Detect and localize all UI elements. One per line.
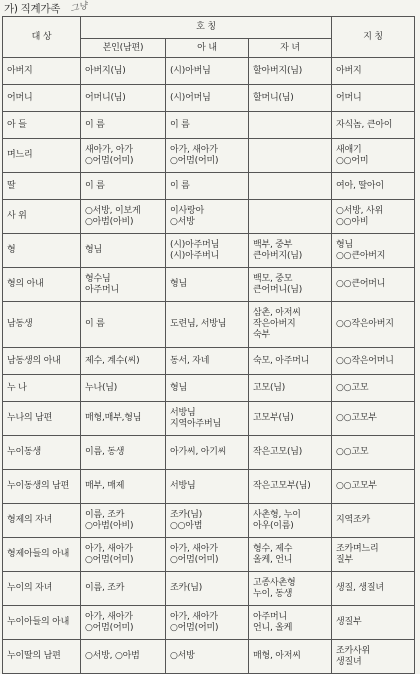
cell-subject: 형제의 자녀: [3, 504, 81, 538]
cell-self: 형님: [81, 234, 166, 268]
section-title: 가) 직계가족: [4, 3, 61, 15]
cell-self: 매부, 매제: [81, 470, 166, 504]
cell-subject: 누이동생: [3, 436, 81, 470]
table-row: [3, 606, 415, 640]
cell-wife: ○서방: [166, 640, 249, 674]
cell-self: 새아가, 아가 ○어멈(어미): [81, 139, 166, 173]
cell-subject: 어머니: [3, 85, 81, 112]
table-row: [3, 85, 415, 112]
cell-self: 아가, 새아가 ○어멈(어미): [81, 606, 166, 640]
cell-self: 이름, 동생: [81, 436, 166, 470]
cell-subject: 남동생의 아내: [3, 348, 81, 375]
header-subject: 대 상: [3, 17, 81, 58]
cell-wife: 이 름: [166, 112, 249, 139]
cell-wife: (시)아버님: [166, 58, 249, 85]
header-address-group: 호 칭: [81, 17, 332, 39]
cell-reference: ○○고모부: [332, 470, 415, 504]
cell-children: 작은고모(님): [249, 436, 332, 470]
cell-reference: 여아, 딸아이: [332, 173, 415, 200]
cell-reference: 생질, 생질녀: [332, 572, 415, 606]
cell-self: 제수, 계수(씨): [81, 348, 166, 375]
table-row: [3, 139, 415, 173]
cell-reference: 어머니: [332, 85, 415, 112]
table-row: [3, 234, 415, 268]
cell-reference: ○○작은어머니: [332, 348, 415, 375]
table-row: [3, 173, 415, 200]
table-row: [3, 200, 415, 234]
table-row: [3, 470, 415, 504]
cell-reference: 조카사위 생질녀: [332, 640, 415, 674]
cell-children: 할머니(님): [249, 85, 332, 112]
cell-wife: 동서, 자네: [166, 348, 249, 375]
cell-self: 매형,매부,형님: [81, 402, 166, 436]
cell-subject: 며느리: [3, 139, 81, 173]
cell-subject: 누 나: [3, 375, 81, 402]
cell-self: 이름, 조카: [81, 572, 166, 606]
cell-wife: 아가, 새아가 ○어멈(어미): [166, 538, 249, 572]
cell-self: 형수님 아주머니: [81, 268, 166, 302]
cell-wife: 아가씨, 아기씨: [166, 436, 249, 470]
cell-wife: 조카(님): [166, 572, 249, 606]
cell-self: ○서방, 이보게 ○아범(아비): [81, 200, 166, 234]
cell-children: 고모(님): [249, 375, 332, 402]
cell-reference: ○○고모: [332, 375, 415, 402]
cell-self: 이 름: [81, 302, 166, 348]
table-row: [3, 504, 415, 538]
cell-subject: 누나의 남편: [3, 402, 81, 436]
cell-wife: (시)아주머님 (시)아주버니: [166, 234, 249, 268]
cell-reference: ○서방, 사위 ○○아비: [332, 200, 415, 234]
table-row: [3, 538, 415, 572]
cell-subject: 딸: [3, 173, 81, 200]
cell-wife: 형님: [166, 268, 249, 302]
cell-children: 삼촌, 아저씨 작은아버지 숙부: [249, 302, 332, 348]
table-row: [3, 348, 415, 375]
cell-reference: ○○큰어머니: [332, 268, 415, 302]
kinship-terms-table: [2, 16, 415, 674]
cell-subject: 아버지: [3, 58, 81, 85]
cell-children: [249, 173, 332, 200]
cell-subject: 형제아들의 아내: [3, 538, 81, 572]
cell-subject: 형: [3, 234, 81, 268]
cell-subject: 누이의 자녀: [3, 572, 81, 606]
cell-self: 아버지(님): [81, 58, 166, 85]
table-row: [3, 436, 415, 470]
cell-children: [249, 200, 332, 234]
cell-wife: 이사랑아 ○서방: [166, 200, 249, 234]
cell-reference: 생질부: [332, 606, 415, 640]
cell-wife: 조카(님) ○○아범: [166, 504, 249, 538]
cell-children: 백모, 중모 큰어머니(님): [249, 268, 332, 302]
table-row: [3, 572, 415, 606]
cell-children: 고모부(님): [249, 402, 332, 436]
cell-self: 어머니(님): [81, 85, 166, 112]
cell-subject: 누이딸의 남편: [3, 640, 81, 674]
cell-reference: 새애기 ○○어미: [332, 139, 415, 173]
cell-wife: 아가, 새아가 ○어멈(어미): [166, 139, 249, 173]
header-self: 본인(남편): [81, 39, 166, 58]
header-reference: 지 칭: [332, 17, 415, 58]
cell-wife: 이 름: [166, 173, 249, 200]
cell-children: 사촌형, 누이 아우(이름): [249, 504, 332, 538]
cell-children: 아주머니 언니, 올케: [249, 606, 332, 640]
cell-children: 백부, 중부 큰아버지(님): [249, 234, 332, 268]
cell-reference: ○○고모부: [332, 402, 415, 436]
cell-self: 이 름: [81, 173, 166, 200]
cell-self: 이 름: [81, 112, 166, 139]
cell-self: 이름, 조카 ○아범(아비): [81, 504, 166, 538]
handwritten-note: 그냥: [69, 1, 89, 15]
table-row: [3, 112, 415, 139]
cell-children: 고종사촌형 누이, 동생: [249, 572, 332, 606]
cell-subject: 남동생: [3, 302, 81, 348]
cell-reference: 지역조카: [332, 504, 415, 538]
cell-reference: 자식놈, 큰아이: [332, 112, 415, 139]
cell-subject: 아 들: [3, 112, 81, 139]
cell-wife: (시)어머님: [166, 85, 249, 112]
cell-wife: 서방님 지역아주버님: [166, 402, 249, 436]
cell-reference: ○○작은아버지: [332, 302, 415, 348]
cell-children: 숙모, 아주머니: [249, 348, 332, 375]
cell-subject: 형의 아내: [3, 268, 81, 302]
cell-children: [249, 139, 332, 173]
table-row: [3, 268, 415, 302]
cell-children: 작은고모부(님): [249, 470, 332, 504]
cell-reference: ○○고모: [332, 436, 415, 470]
cell-children: 할아버지(님): [249, 58, 332, 85]
cell-self: 아가, 새아가 ○어멈(어미): [81, 538, 166, 572]
table-row: [3, 58, 415, 85]
cell-wife: 형님: [166, 375, 249, 402]
header-children: 자 녀: [249, 39, 332, 58]
cell-reference: 아버지: [332, 58, 415, 85]
cell-subject: 사 위: [3, 200, 81, 234]
cell-self: ○서방, ○아범: [81, 640, 166, 674]
cell-children: 매형, 아저씨: [249, 640, 332, 674]
cell-children: [249, 112, 332, 139]
cell-children: 형수, 제수 올케, 언니: [249, 538, 332, 572]
cell-self: 누나(님): [81, 375, 166, 402]
header-wife: 아 내: [166, 39, 249, 58]
cell-reference: 형님 ○○큰아버지: [332, 234, 415, 268]
table-row: [3, 375, 415, 402]
cell-wife: 아가, 새아가 ○어멈(어미): [166, 606, 249, 640]
cell-subject: 누이동생의 남편: [3, 470, 81, 504]
cell-reference: 조카며느리 질부: [332, 538, 415, 572]
table-row: [3, 640, 415, 674]
table-row: [3, 302, 415, 348]
cell-subject: 누이아들의 아내: [3, 606, 81, 640]
cell-wife: 서방님: [166, 470, 249, 504]
cell-wife: 도련님, 서방님: [166, 302, 249, 348]
table-row: [3, 402, 415, 436]
